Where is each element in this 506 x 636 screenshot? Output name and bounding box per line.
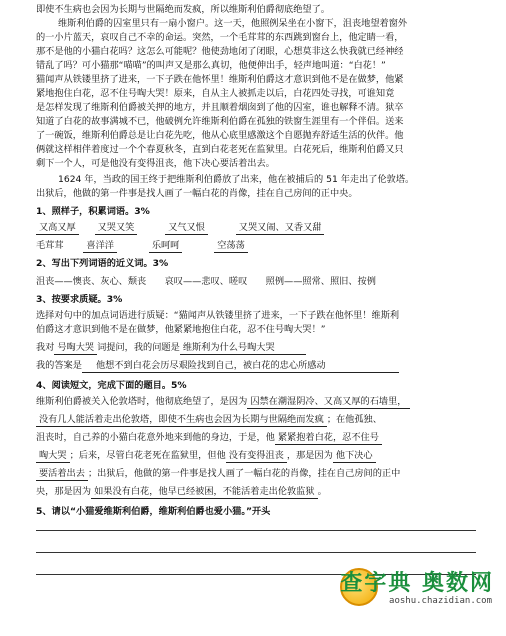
passage-line: 是怎样发现了维斯利伯爵被关押的地方，并且顺着烟囱到了他的囚室，谁也解释不清。狱卒 bbox=[36, 102, 404, 113]
label: ；后来，尽管白花老死在监狱里，但他 bbox=[69, 450, 226, 461]
passage-line: 1624 年，当政的国王终于把维斯利伯爵放了出来，他在被捕后的 51 年走出了伦敦塔。 bbox=[58, 174, 415, 185]
label: ；出狱后，他做的第一件事是找人画了一幅白花的肖像，挂在自己房间的正中 bbox=[87, 468, 401, 479]
label: 央，那是因为 bbox=[36, 486, 92, 497]
question-4-row bbox=[36, 414, 476, 427]
answer-fill: 紧紧抱着白花，忍不住号 bbox=[275, 432, 382, 445]
answer-fill: 如果没有白花，他早已经被困，不能活着走出伦敦监狱 bbox=[91, 486, 318, 499]
label: ，那是因为 bbox=[286, 450, 333, 461]
question-3-title: 3、按要求质疑。3% bbox=[36, 294, 123, 305]
answer-fill: 他想不到白花会历尽艰险找到自己，被白花的忠心所感动 bbox=[82, 360, 399, 373]
question-1-title: 1、照样子，积累词语。3% bbox=[36, 206, 150, 217]
watermark-url: aoshu.chazidian.com bbox=[389, 596, 492, 606]
label: 。 bbox=[317, 486, 327, 497]
answer-fill: 他下决心 bbox=[333, 450, 376, 463]
watermark-logo: 查字典 奥数网 bbox=[340, 571, 494, 596]
passage-line: 俩就这样相伴着度过一个个春夏秋冬，直到白花老死在监狱里。白花死后，维斯利伯爵又只 bbox=[36, 144, 404, 155]
word-row-1 bbox=[36, 222, 476, 235]
question-3-prompt: 伯爵这才意识到他不是在做梦，他紧紧地抱住白花，忍不住号啕大哭！” bbox=[36, 324, 326, 335]
label: 词提问，我的问题是 bbox=[97, 342, 180, 353]
answer-word: 又高又厚 bbox=[36, 222, 79, 235]
passage-line: 错乱了吗？可小猫那“喵喵”的叫声又是那么真切，他便伸出手，轻声地叫道：“白花！” bbox=[36, 60, 386, 71]
answer-fill: 囚禁在潮湿阴冷、又高又厚的石墙里， bbox=[247, 396, 409, 409]
answer-fill: 啕大哭 bbox=[36, 450, 70, 463]
passage-line: 了一碗饭，维斯利伯爵总是让白花先吃，他从心底里感激这个自愿抛弃舒适生活的伙伴。他 bbox=[36, 130, 404, 141]
passage-line: 即使不生病也会因为长期与世隔绝而发疯，所以维斯利伯爵彻底绝望了。 bbox=[36, 4, 330, 15]
question-4-row bbox=[36, 486, 476, 499]
passage-line: 剩下一个人，可是他没有变得沮丧，他下决心要活着出去。 bbox=[36, 158, 275, 169]
question-4-row bbox=[36, 468, 476, 481]
answer-word: 喜洋洋 bbox=[83, 240, 117, 253]
label: 维斯利伯爵被关入伦敦塔时，他彻底绝望了，是因为 bbox=[36, 396, 248, 407]
answer-fill: 号啕大哭 bbox=[54, 342, 97, 355]
answer-line bbox=[36, 530, 476, 531]
example-word: 毛茸茸 bbox=[36, 240, 64, 251]
passage-line: 的一小片蓝天，哀叹自己不幸的命运。突然，一个毛茸茸的东西跳到窗台上，他定睛一看， bbox=[36, 32, 404, 43]
answer-word: 又气又恨 bbox=[165, 222, 208, 235]
answer-fill: 没有几人能活着走出伦敦塔，即使不生病也会因为长期与世隔绝而发疯 bbox=[36, 414, 327, 427]
answer-fill: 维斯利为什么号啕大哭 bbox=[180, 342, 306, 355]
answer-fill: 没有变得沮丧 bbox=[226, 450, 287, 463]
question-4-row bbox=[36, 432, 476, 445]
question-4-title: 4、阅读短文，完成下面的题目。5% bbox=[36, 380, 187, 391]
answer-word: 又哭又笑 bbox=[95, 222, 138, 235]
answer-word: 又哭又闹、又香又甜 bbox=[236, 222, 325, 235]
passage-line: 知道了白花的故事满城不已，他破例允许维斯利伯爵在孤独的铁窗生涯里有一个伴侣。送来 bbox=[36, 116, 404, 127]
word-row-2 bbox=[36, 240, 476, 253]
passage-line: 那不是他的小猫白花吗？这怎么可能呢？他使劲地闭了闭眼，心想莫非这么快我就已经神经 bbox=[36, 46, 404, 57]
question-3-ask-row bbox=[36, 342, 476, 355]
answer-line bbox=[36, 552, 476, 553]
passage-line: 出狱后，他做的第一件事是找人画了一幅白花的肖像，挂在自己房间的正中央。 bbox=[36, 188, 358, 199]
label: ；在他孤独、 bbox=[326, 414, 382, 425]
answer-word: 空荡荡 bbox=[214, 240, 248, 253]
question-4-row bbox=[36, 450, 476, 463]
question-3-answer-row bbox=[36, 360, 476, 373]
passage-line: 猫闻声从铁镂里挤了进来，一下子跌在他怀里！维斯利伯爵这才意识到他不是在做梦，他紧 bbox=[36, 74, 404, 85]
label: 我对 bbox=[36, 342, 55, 353]
passage-line: 维斯利伯爵的囚室里只有一扇小窗户。这一天，他照例呆坐在小窗下，沮丧地望着窗外 bbox=[58, 18, 408, 29]
question-4-row bbox=[36, 396, 476, 409]
question-5-title: 5、请以“小猫爱维斯利伯爵，维斯利伯爵也爱小猫。”开头 bbox=[36, 506, 271, 517]
question-2-title: 2、写出下列词语的近义词。3% bbox=[36, 258, 169, 269]
label: 沮丧时，自己养的小猫白花意外地来到他的身边，于是，他 bbox=[36, 432, 275, 443]
label: 我的答案是 bbox=[36, 360, 82, 371]
answer-word: 乐呵呵 bbox=[149, 240, 183, 253]
passage-line: 紧地抱住白花，忍不住号啕大哭！原来，自从主人被抓走以后，白花四处寻找，可谁知竟 bbox=[36, 88, 395, 99]
synonym-answers: 沮丧——懊丧、灰心、颓丧 哀叹——悲叹、嗟叹 照例——照常、照旧、按例 bbox=[36, 276, 376, 287]
answer-fill: 要活着出去 bbox=[36, 468, 88, 481]
question-3-prompt: 选择对句中的加点词语进行质疑：“猫闻声从铁镂里挤了进来，一下子跌在他怀里！维斯利 bbox=[36, 310, 400, 321]
site-watermark bbox=[332, 562, 502, 632]
